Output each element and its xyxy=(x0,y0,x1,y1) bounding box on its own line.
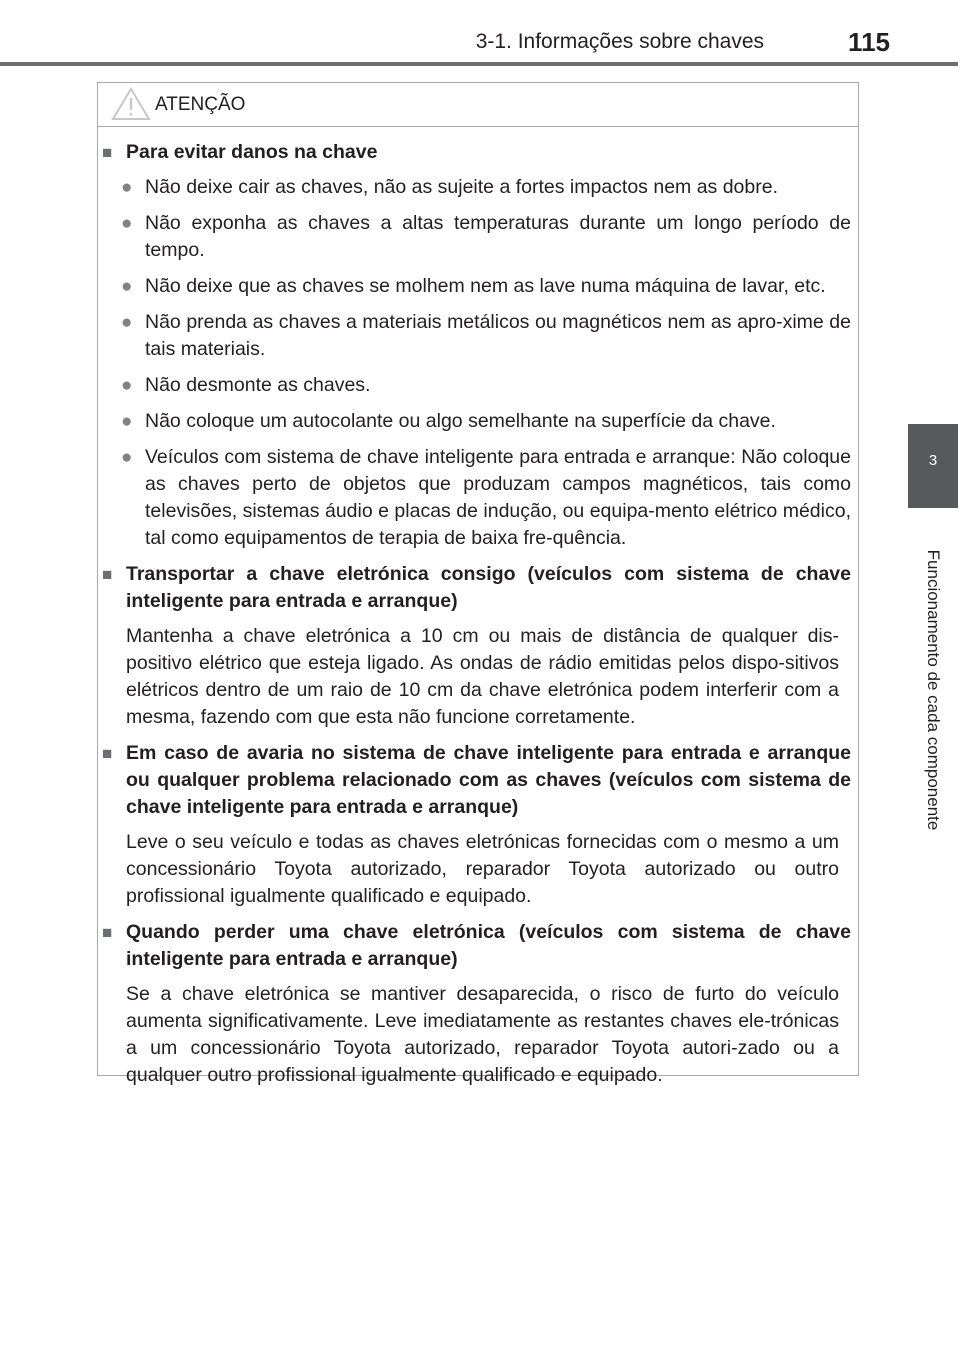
list-item: ● Não coloque um autocolante ou algo semelhante na superfície da chave. xyxy=(102,408,851,435)
round-bullet-icon: ● xyxy=(121,177,133,198)
chapter-number: 3 xyxy=(928,452,938,469)
round-bullet-icon: ● xyxy=(121,375,133,396)
section-heading: ■ Em caso de avaria no sistema de chave inteligente para entrada e arranque ou qualquer problema relacionado com as chaves (veículos com sistema de chave inteligente para entrada e arranque) xyxy=(102,740,851,821)
page-number: 115 xyxy=(848,27,890,57)
square-bullet-icon: ■ xyxy=(102,565,113,584)
list-item: ● Não exponha as chaves a altas temperaturas durante um longo período de tempo. xyxy=(102,210,851,264)
round-bullet-icon: ● xyxy=(121,312,133,333)
header-rule xyxy=(0,62,958,66)
section-heading: ■ Para evitar danos na chave xyxy=(102,139,851,166)
round-bullet-icon: ● xyxy=(121,411,133,432)
section-heading: ■ Quando perder uma chave eletrónica (veículos com sistema de chave inteligente para entrada e arranque) xyxy=(102,919,851,973)
list-item: ● Não deixe cair as chaves, não as sujeite a fortes impactos nem as dobre. xyxy=(102,174,851,201)
square-bullet-icon: ■ xyxy=(102,923,113,942)
warning-box-header xyxy=(98,83,858,127)
round-bullet-icon: ● xyxy=(121,213,133,234)
list-item: ● Não deixe que as chaves se molhem nem as lave numa máquina de lavar, etc. xyxy=(102,273,851,300)
section-title: 3-1. Informações sobre chaves xyxy=(475,30,764,53)
warning-box xyxy=(97,82,859,1086)
list-item: ● Veículos com sistema de chave inteligente para entrada e arranque: Não coloque as chaves perto de objetos que produzam campos magnéticos, tais como televisões, sistemas áudio e placas de indução, ou equipa-mento elétrico médico, tal como equipamentos de terapia de baixa fre-quência. xyxy=(102,444,851,552)
section-paragraph: Leve o seu veículo e todas as chaves eletrónicas fornecidas com o mesmo a um concessionário Toyota autorizado, reparador Toyota autorizado ou outro profissional igualmente qualificado e equipado. xyxy=(126,831,839,907)
round-bullet-icon: ● xyxy=(121,276,133,297)
round-bullet-icon: ● xyxy=(121,447,133,468)
chapter-label: Funcionamento de cada componente xyxy=(924,549,943,831)
section-paragraph: Mantenha a chave eletrónica a 10 cm ou mais de distância de qualquer dis-positivo elétrico que esteja ligado. As ondas de rádio emitidas pelos dispo-sitivos elétricos dentro de um raio de 10 cm da chave eletrónica podem interferir com a mesma, fazendo com que esta não funcione corretamente. xyxy=(126,625,839,728)
warning-triangle-icon xyxy=(111,87,151,121)
square-bullet-icon: ■ xyxy=(102,744,113,763)
section-heading: ■ Transportar a chave eletrónica consigo (veículos com sistema de chave inteligente para entrada e arranque) xyxy=(102,561,851,615)
warning-title: ATENÇÃO xyxy=(155,94,246,115)
section-paragraph: Se a chave eletrónica se mantiver desaparecida, o risco de furto do veículo aumenta significativamente. Leve imediatamente as restantes chaves ele-trónicas a um concessionário Toyota autorizado, reparador Toyota autori-zado ou a qualquer outro profissional igualmente qualificado e equipado. xyxy=(126,983,839,1086)
warning-box-body xyxy=(98,127,858,1089)
square-bullet-icon: ■ xyxy=(102,143,113,162)
list-item: ● Não prenda as chaves a materiais metálicos ou magnéticos nem as apro-xime de tais materiais. xyxy=(102,309,851,363)
list-item: ● Não desmonte as chaves. xyxy=(102,372,851,399)
